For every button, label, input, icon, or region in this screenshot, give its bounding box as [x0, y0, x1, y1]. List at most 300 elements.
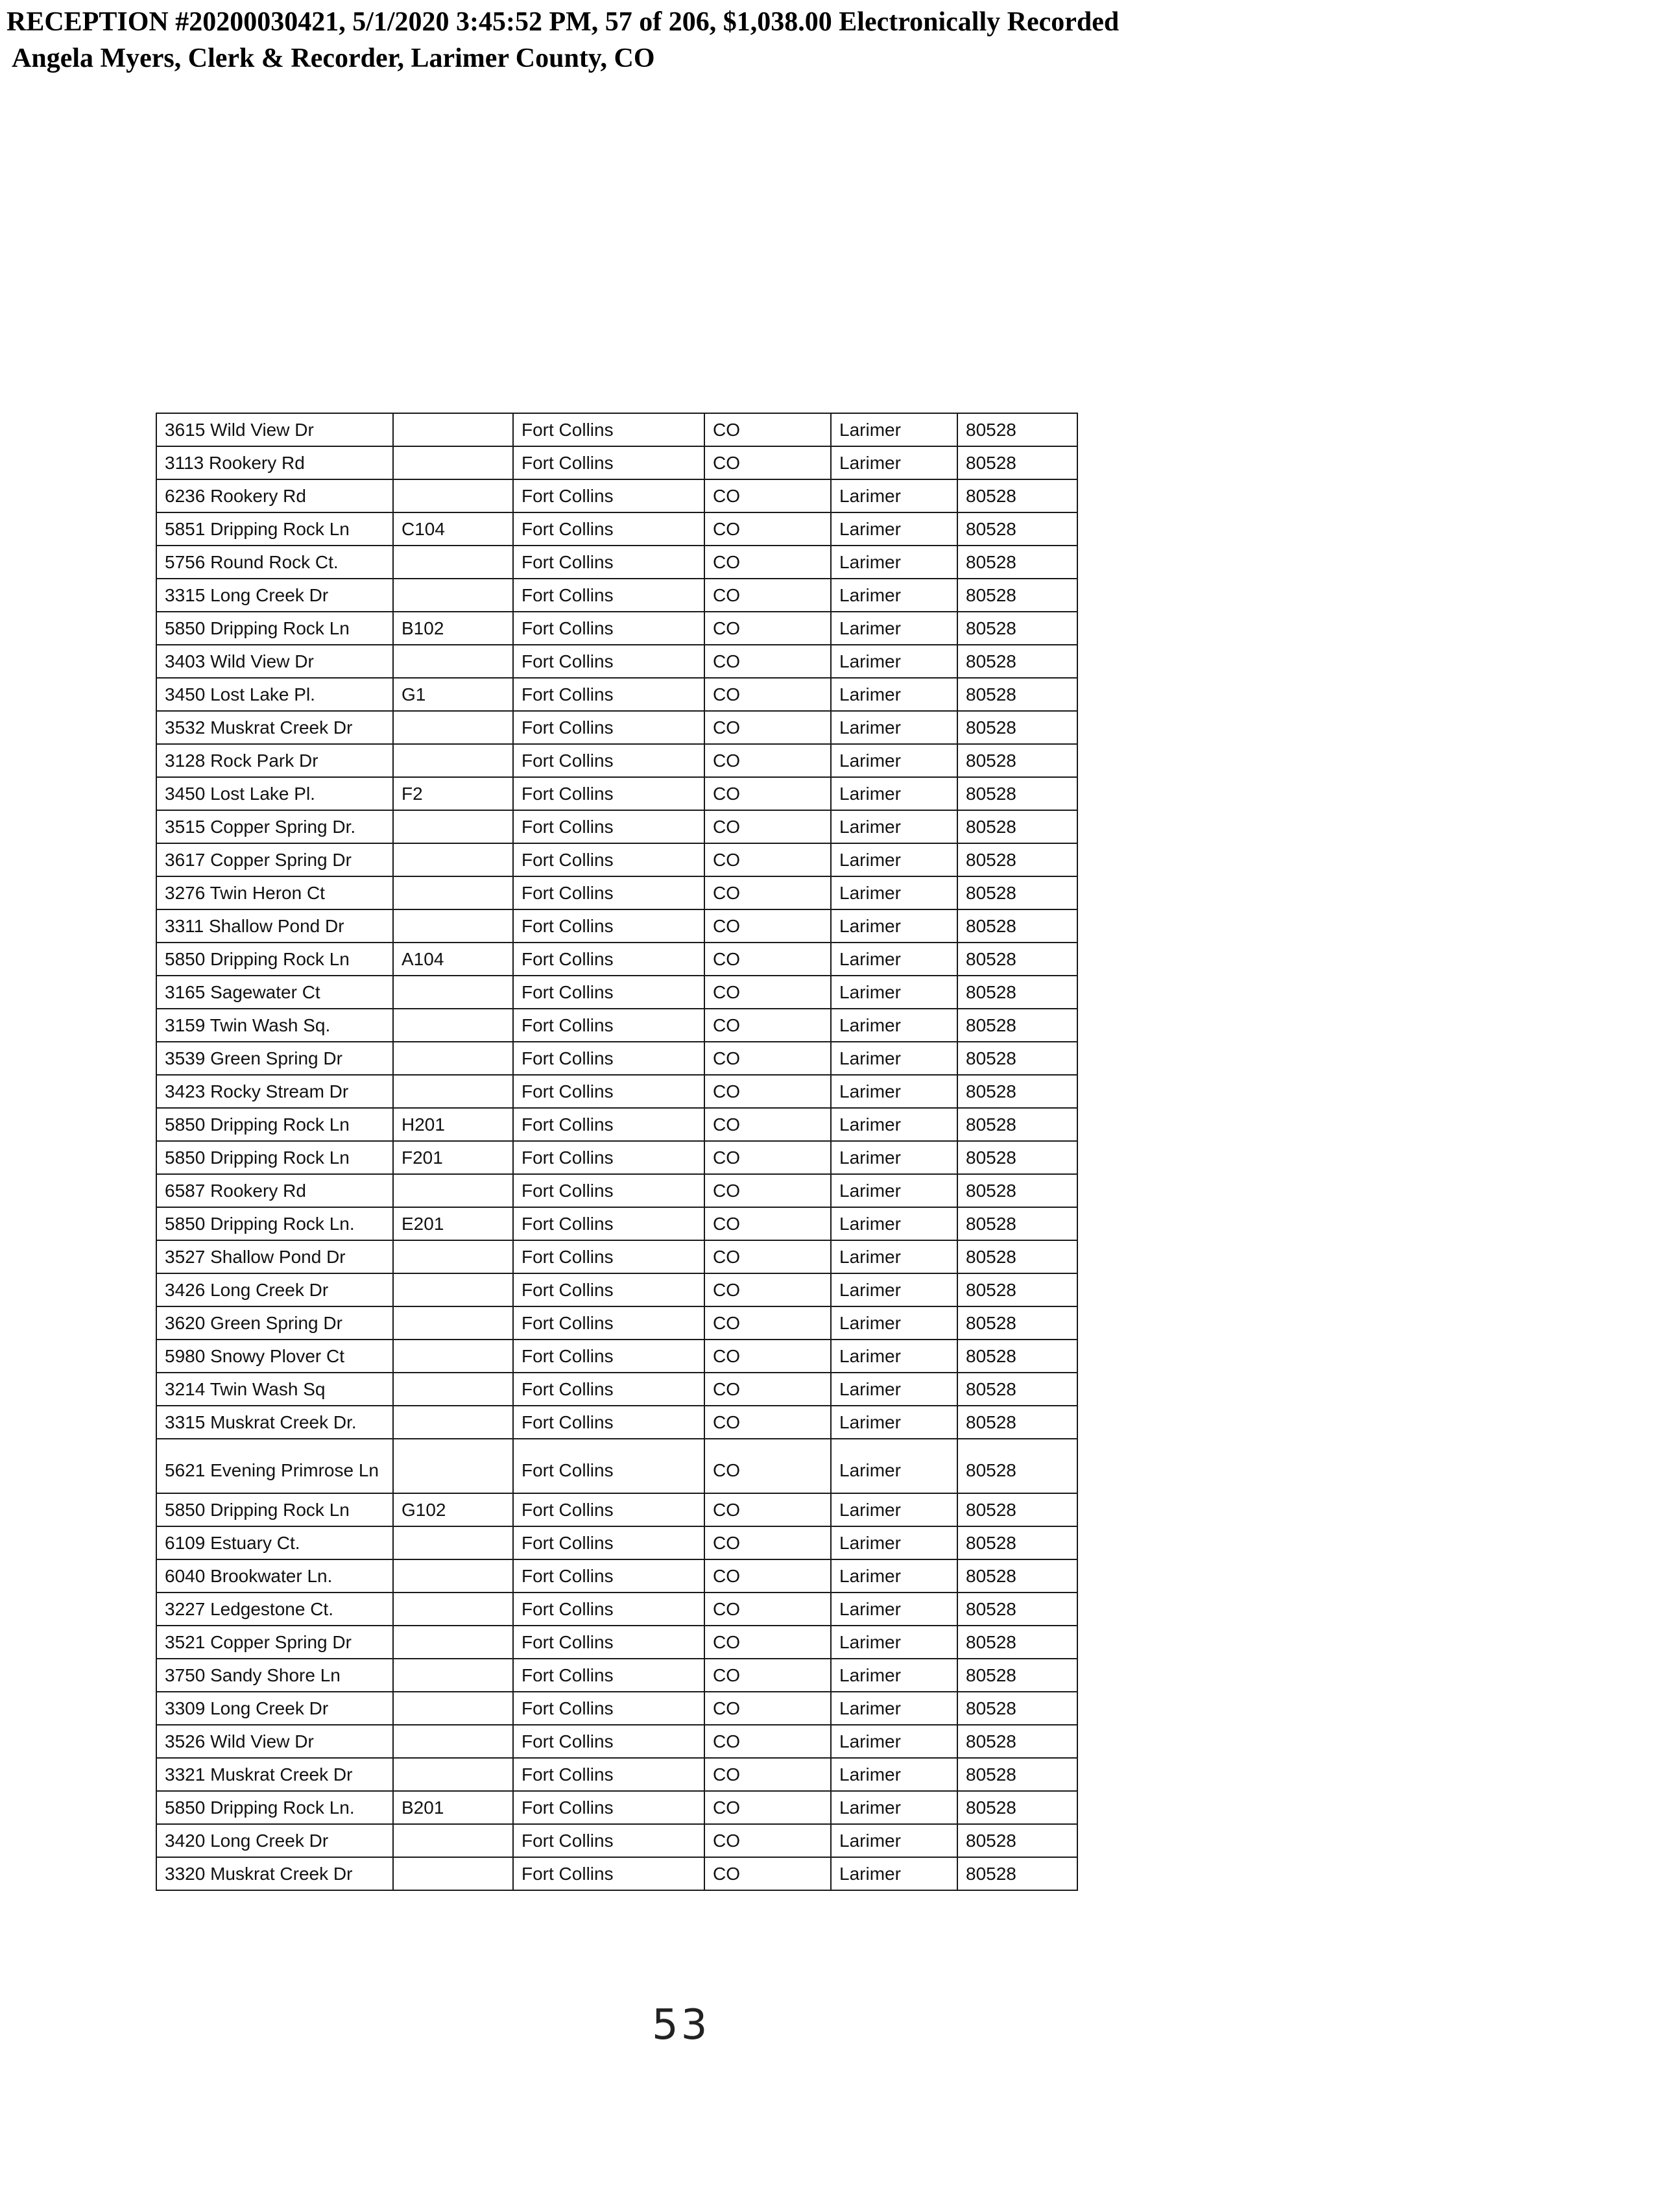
table-row: [156, 1075, 1077, 1108]
unit-cell: [393, 1725, 513, 1758]
state-cell: CO: [704, 1207, 831, 1240]
table-row: [156, 1857, 1077, 1890]
unit-cell: [393, 1857, 513, 1890]
unit-cell: [393, 1758, 513, 1791]
table-row: [156, 1373, 1077, 1406]
city-cell: Fort Collins: [513, 1075, 704, 1108]
state-cell: CO: [704, 1373, 831, 1406]
city-cell: Fort Collins: [513, 612, 704, 645]
city-cell: Fort Collins: [513, 1240, 704, 1273]
street-address-cell: 3403 Wild View Dr: [156, 645, 393, 678]
street-address-cell: 3311 Shallow Pond Dr: [156, 909, 393, 943]
state-cell: CO: [704, 810, 831, 843]
county-cell: Larimer: [831, 744, 957, 777]
zip-code-cell: 80528: [957, 1626, 1077, 1659]
state-cell: CO: [704, 1075, 831, 1108]
county-cell: Larimer: [831, 1559, 957, 1593]
street-address-cell: 3276 Twin Heron Ct: [156, 876, 393, 909]
city-cell: Fort Collins: [513, 1593, 704, 1626]
street-address-cell: 5850 Dripping Rock Ln: [156, 1141, 393, 1174]
street-address-cell: 3617 Copper Spring Dr: [156, 843, 393, 876]
table-row: [156, 976, 1077, 1009]
zip-code-cell: 80528: [957, 1273, 1077, 1306]
city-cell: Fort Collins: [513, 1725, 704, 1758]
zip-code-cell: 80528: [957, 1306, 1077, 1340]
unit-cell: [393, 479, 513, 512]
state-cell: CO: [704, 1273, 831, 1306]
county-cell: Larimer: [831, 1373, 957, 1406]
street-address-cell: 5850 Dripping Rock Ln.: [156, 1791, 393, 1824]
unit-cell: [393, 744, 513, 777]
property-address-table: [156, 413, 1078, 1891]
street-address-cell: 3526 Wild View Dr: [156, 1725, 393, 1758]
city-cell: Fort Collins: [513, 1141, 704, 1174]
table-row: [156, 512, 1077, 546]
city-cell: Fort Collins: [513, 711, 704, 744]
state-cell: CO: [704, 1174, 831, 1207]
state-cell: CO: [704, 843, 831, 876]
zip-code-cell: 80528: [957, 943, 1077, 976]
street-address-cell: 3539 Green Spring Dr: [156, 1042, 393, 1075]
zip-code-cell: 80528: [957, 1593, 1077, 1626]
unit-cell: [393, 1373, 513, 1406]
zip-code-cell: 80528: [957, 1758, 1077, 1791]
zip-code-cell: 80528: [957, 546, 1077, 579]
table-row: [156, 612, 1077, 645]
state-cell: CO: [704, 943, 831, 976]
table-row: [156, 413, 1077, 446]
handwritten-page-number: 53: [652, 2001, 710, 2049]
county-cell: Larimer: [831, 777, 957, 810]
unit-cell: [393, 1824, 513, 1857]
reception-line: RECEPTION #20200030421, 5/1/2020 3:45:52 PM, 57 of 206, $1,038.00 Electronically Recorded: [6, 7, 1120, 37]
street-address-cell: 3159 Twin Wash Sq.: [156, 1009, 393, 1042]
county-cell: Larimer: [831, 843, 957, 876]
street-address-cell: 5621 Evening Primrose Ln: [156, 1439, 393, 1493]
table-row: [156, 1207, 1077, 1240]
street-address-cell: 3426 Long Creek Dr: [156, 1273, 393, 1306]
unit-cell: [393, 1659, 513, 1692]
state-cell: CO: [704, 1439, 831, 1493]
table-row: [156, 1042, 1077, 1075]
county-cell: Larimer: [831, 711, 957, 744]
table-row: [156, 711, 1077, 744]
city-cell: Fort Collins: [513, 1791, 704, 1824]
table-row: [156, 645, 1077, 678]
zip-code-cell: 80528: [957, 1493, 1077, 1526]
state-cell: CO: [704, 446, 831, 479]
table-row: [156, 546, 1077, 579]
unit-cell: [393, 1406, 513, 1439]
table-row: [156, 744, 1077, 777]
table-row: [156, 1439, 1077, 1493]
county-cell: Larimer: [831, 1042, 957, 1075]
table-row: [156, 1626, 1077, 1659]
street-address-cell: 3420 Long Creek Dr: [156, 1824, 393, 1857]
street-address-cell: 6587 Rookery Rd: [156, 1174, 393, 1207]
county-cell: Larimer: [831, 512, 957, 546]
county-cell: Larimer: [831, 1692, 957, 1725]
county-cell: Larimer: [831, 1340, 957, 1373]
unit-cell: [393, 1306, 513, 1340]
county-cell: Larimer: [831, 1791, 957, 1824]
county-cell: Larimer: [831, 1593, 957, 1626]
state-cell: CO: [704, 711, 831, 744]
zip-code-cell: 80528: [957, 1009, 1077, 1042]
zip-code-cell: 80528: [957, 413, 1077, 446]
state-cell: CO: [704, 1559, 831, 1593]
unit-cell: [393, 1626, 513, 1659]
state-cell: CO: [704, 1659, 831, 1692]
street-address-cell: 5850 Dripping Rock Ln: [156, 943, 393, 976]
street-address-cell: 6040 Brookwater Ln.: [156, 1559, 393, 1593]
county-cell: Larimer: [831, 446, 957, 479]
table-row: [156, 876, 1077, 909]
zip-code-cell: 80528: [957, 777, 1077, 810]
state-cell: CO: [704, 1692, 831, 1725]
table-row: [156, 1526, 1077, 1559]
city-cell: Fort Collins: [513, 1692, 704, 1725]
unit-cell: [393, 1559, 513, 1593]
county-cell: Larimer: [831, 479, 957, 512]
unit-cell: F201: [393, 1141, 513, 1174]
zip-code-cell: 80528: [957, 446, 1077, 479]
state-cell: CO: [704, 1626, 831, 1659]
table-row: [156, 1009, 1077, 1042]
state-cell: CO: [704, 1791, 831, 1824]
county-cell: Larimer: [831, 1493, 957, 1526]
state-cell: CO: [704, 1857, 831, 1890]
state-cell: CO: [704, 1824, 831, 1857]
county-cell: Larimer: [831, 1075, 957, 1108]
state-cell: CO: [704, 512, 831, 546]
unit-cell: C104: [393, 512, 513, 546]
table-row: [156, 1692, 1077, 1725]
county-cell: Larimer: [831, 1141, 957, 1174]
county-cell: Larimer: [831, 1306, 957, 1340]
city-cell: Fort Collins: [513, 446, 704, 479]
county-cell: Larimer: [831, 1857, 957, 1890]
state-cell: CO: [704, 1493, 831, 1526]
zip-code-cell: 80528: [957, 909, 1077, 943]
city-cell: Fort Collins: [513, 678, 704, 711]
city-cell: Fort Collins: [513, 1042, 704, 1075]
state-cell: CO: [704, 1141, 831, 1174]
recording-header: [6, 4, 1119, 77]
table-row: [156, 479, 1077, 512]
unit-cell: [393, 1174, 513, 1207]
city-cell: Fort Collins: [513, 1559, 704, 1593]
zip-code-cell: 80528: [957, 579, 1077, 612]
county-cell: Larimer: [831, 1659, 957, 1692]
city-cell: Fort Collins: [513, 645, 704, 678]
county-cell: Larimer: [831, 1439, 957, 1493]
table-row: [156, 1725, 1077, 1758]
unit-cell: [393, 876, 513, 909]
unit-cell: [393, 1439, 513, 1493]
county-cell: Larimer: [831, 1240, 957, 1273]
county-cell: Larimer: [831, 1526, 957, 1559]
street-address-cell: 5850 Dripping Rock Ln.: [156, 1207, 393, 1240]
unit-cell: [393, 645, 513, 678]
street-address-cell: 5850 Dripping Rock Ln: [156, 612, 393, 645]
zip-code-cell: 80528: [957, 1042, 1077, 1075]
table-row: [156, 810, 1077, 843]
city-cell: Fort Collins: [513, 909, 704, 943]
city-cell: Fort Collins: [513, 1340, 704, 1373]
street-address-cell: 3165 Sagewater Ct: [156, 976, 393, 1009]
unit-cell: [393, 413, 513, 446]
city-cell: Fort Collins: [513, 479, 704, 512]
table-row: [156, 1174, 1077, 1207]
table-row: [156, 678, 1077, 711]
street-address-cell: 3315 Long Creek Dr: [156, 579, 393, 612]
table-row: [156, 1593, 1077, 1626]
unit-cell: [393, 579, 513, 612]
state-cell: CO: [704, 1406, 831, 1439]
state-cell: CO: [704, 612, 831, 645]
table-row: [156, 909, 1077, 943]
zip-code-cell: 80528: [957, 843, 1077, 876]
street-address-cell: 6236 Rookery Rd: [156, 479, 393, 512]
zip-code-cell: 80528: [957, 1340, 1077, 1373]
state-cell: CO: [704, 579, 831, 612]
county-cell: Larimer: [831, 1725, 957, 1758]
county-cell: Larimer: [831, 1207, 957, 1240]
unit-cell: [393, 1009, 513, 1042]
county-cell: Larimer: [831, 1009, 957, 1042]
street-address-cell: 3515 Copper Spring Dr.: [156, 810, 393, 843]
unit-cell: [393, 1526, 513, 1559]
unit-cell: A104: [393, 943, 513, 976]
state-cell: CO: [704, 1725, 831, 1758]
unit-cell: B102: [393, 612, 513, 645]
county-cell: Larimer: [831, 1824, 957, 1857]
table-row: [156, 446, 1077, 479]
city-cell: Fort Collins: [513, 1207, 704, 1240]
county-cell: Larimer: [831, 579, 957, 612]
unit-cell: [393, 1240, 513, 1273]
city-cell: Fort Collins: [513, 1174, 704, 1207]
city-cell: Fort Collins: [513, 1526, 704, 1559]
city-cell: Fort Collins: [513, 546, 704, 579]
state-cell: CO: [704, 909, 831, 943]
zip-code-cell: 80528: [957, 512, 1077, 546]
unit-cell: [393, 1692, 513, 1725]
city-cell: Fort Collins: [513, 1406, 704, 1439]
county-cell: Larimer: [831, 612, 957, 645]
zip-code-cell: 80528: [957, 1824, 1077, 1857]
zip-code-cell: 80528: [957, 678, 1077, 711]
zip-code-cell: 80528: [957, 1692, 1077, 1725]
table-row: [156, 1273, 1077, 1306]
unit-cell: [393, 446, 513, 479]
city-cell: Fort Collins: [513, 1626, 704, 1659]
street-address-cell: 3521 Copper Spring Dr: [156, 1626, 393, 1659]
county-cell: Larimer: [831, 1273, 957, 1306]
city-cell: Fort Collins: [513, 413, 704, 446]
unit-cell: E201: [393, 1207, 513, 1240]
state-cell: CO: [704, 1240, 831, 1273]
county-cell: Larimer: [831, 976, 957, 1009]
table-row: [156, 943, 1077, 976]
street-address-cell: 3227 Ledgestone Ct.: [156, 1593, 393, 1626]
city-cell: Fort Collins: [513, 1439, 704, 1493]
table-row: [156, 1758, 1077, 1791]
unit-cell: [393, 1042, 513, 1075]
zip-code-cell: 80528: [957, 976, 1077, 1009]
city-cell: Fort Collins: [513, 1373, 704, 1406]
unit-cell: G102: [393, 1493, 513, 1526]
unit-cell: F2: [393, 777, 513, 810]
unit-cell: [393, 711, 513, 744]
city-cell: Fort Collins: [513, 1306, 704, 1340]
table-row: [156, 579, 1077, 612]
state-cell: CO: [704, 976, 831, 1009]
state-cell: CO: [704, 744, 831, 777]
recorder-line: Angela Myers, Clerk & Recorder, Larimer County, CO: [12, 43, 655, 73]
unit-cell: [393, 1593, 513, 1626]
unit-cell: [393, 843, 513, 876]
unit-cell: [393, 909, 513, 943]
unit-cell: G1: [393, 678, 513, 711]
table-row: [156, 843, 1077, 876]
street-address-cell: 5851 Dripping Rock Ln: [156, 512, 393, 546]
city-cell: Fort Collins: [513, 744, 704, 777]
city-cell: Fort Collins: [513, 1659, 704, 1692]
county-cell: Larimer: [831, 943, 957, 976]
state-cell: CO: [704, 1042, 831, 1075]
city-cell: Fort Collins: [513, 976, 704, 1009]
table-row: [156, 1406, 1077, 1439]
zip-code-cell: 80528: [957, 711, 1077, 744]
state-cell: CO: [704, 1306, 831, 1340]
unit-cell: [393, 546, 513, 579]
table-row: [156, 1659, 1077, 1692]
unit-cell: B201: [393, 1791, 513, 1824]
street-address-cell: 5850 Dripping Rock Ln: [156, 1108, 393, 1141]
table-body: [156, 413, 1077, 1890]
street-address-cell: 5850 Dripping Rock Ln: [156, 1493, 393, 1526]
city-cell: Fort Collins: [513, 1758, 704, 1791]
street-address-cell: 5980 Snowy Plover Ct: [156, 1340, 393, 1373]
street-address-cell: 3321 Muskrat Creek Dr: [156, 1758, 393, 1791]
street-address-cell: 3113 Rookery Rd: [156, 446, 393, 479]
state-cell: CO: [704, 1593, 831, 1626]
table-row: [156, 1108, 1077, 1141]
street-address-cell: 6109 Estuary Ct.: [156, 1526, 393, 1559]
street-address-cell: 3615 Wild View Dr: [156, 413, 393, 446]
unit-cell: [393, 1273, 513, 1306]
street-address-cell: 3450 Lost Lake Pl.: [156, 678, 393, 711]
state-cell: CO: [704, 876, 831, 909]
state-cell: CO: [704, 1758, 831, 1791]
county-cell: Larimer: [831, 645, 957, 678]
zip-code-cell: 80528: [957, 1174, 1077, 1207]
city-cell: Fort Collins: [513, 843, 704, 876]
zip-code-cell: 80528: [957, 1240, 1077, 1273]
county-cell: Larimer: [831, 546, 957, 579]
street-address-cell: 3620 Green Spring Dr: [156, 1306, 393, 1340]
city-cell: Fort Collins: [513, 1108, 704, 1141]
street-address-cell: 3750 Sandy Shore Ln: [156, 1659, 393, 1692]
table-row: [156, 777, 1077, 810]
county-cell: Larimer: [831, 678, 957, 711]
state-cell: CO: [704, 413, 831, 446]
unit-cell: [393, 1075, 513, 1108]
zip-code-cell: 80528: [957, 810, 1077, 843]
street-address-cell: 3214 Twin Wash Sq: [156, 1373, 393, 1406]
city-cell: Fort Collins: [513, 579, 704, 612]
zip-code-cell: 80528: [957, 1791, 1077, 1824]
table-row: [156, 1240, 1077, 1273]
street-address-cell: 3450 Lost Lake Pl.: [156, 777, 393, 810]
table-row: [156, 1559, 1077, 1593]
county-cell: Larimer: [831, 810, 957, 843]
table-row: [156, 1824, 1077, 1857]
county-cell: Larimer: [831, 413, 957, 446]
state-cell: CO: [704, 1340, 831, 1373]
street-address-cell: 3527 Shallow Pond Dr: [156, 1240, 393, 1273]
street-address-cell: 3532 Muskrat Creek Dr: [156, 711, 393, 744]
street-address-cell: 3423 Rocky Stream Dr: [156, 1075, 393, 1108]
zip-code-cell: 80528: [957, 1141, 1077, 1174]
county-cell: Larimer: [831, 1108, 957, 1141]
street-address-cell: 3315 Muskrat Creek Dr.: [156, 1406, 393, 1439]
state-cell: CO: [704, 777, 831, 810]
state-cell: CO: [704, 1108, 831, 1141]
table-row: [156, 1791, 1077, 1824]
state-cell: CO: [704, 678, 831, 711]
city-cell: Fort Collins: [513, 1493, 704, 1526]
zip-code-cell: 80528: [957, 1659, 1077, 1692]
zip-code-cell: 80528: [957, 1207, 1077, 1240]
zip-code-cell: 80528: [957, 1725, 1077, 1758]
zip-code-cell: 80528: [957, 1439, 1077, 1493]
county-cell: Larimer: [831, 1174, 957, 1207]
unit-cell: [393, 976, 513, 1009]
city-cell: Fort Collins: [513, 1857, 704, 1890]
state-cell: CO: [704, 546, 831, 579]
zip-code-cell: 80528: [957, 744, 1077, 777]
unit-cell: H201: [393, 1108, 513, 1141]
street-address-cell: 3320 Muskrat Creek Dr: [156, 1857, 393, 1890]
city-cell: Fort Collins: [513, 1824, 704, 1857]
city-cell: Fort Collins: [513, 1273, 704, 1306]
city-cell: Fort Collins: [513, 512, 704, 546]
zip-code-cell: 80528: [957, 645, 1077, 678]
street-address-cell: 3128 Rock Park Dr: [156, 744, 393, 777]
state-cell: CO: [704, 1009, 831, 1042]
city-cell: Fort Collins: [513, 943, 704, 976]
state-cell: CO: [704, 1526, 831, 1559]
city-cell: Fort Collins: [513, 810, 704, 843]
city-cell: Fort Collins: [513, 1009, 704, 1042]
zip-code-cell: 80528: [957, 479, 1077, 512]
table-row: [156, 1306, 1077, 1340]
city-cell: Fort Collins: [513, 876, 704, 909]
zip-code-cell: 80528: [957, 876, 1077, 909]
zip-code-cell: 80528: [957, 1108, 1077, 1141]
table-row: [156, 1340, 1077, 1373]
state-cell: CO: [704, 645, 831, 678]
table-row: [156, 1141, 1077, 1174]
table-row: [156, 1493, 1077, 1526]
city-cell: Fort Collins: [513, 777, 704, 810]
street-address-cell: 5756 Round Rock Ct.: [156, 546, 393, 579]
street-address-cell: 3309 Long Creek Dr: [156, 1692, 393, 1725]
unit-cell: [393, 1340, 513, 1373]
